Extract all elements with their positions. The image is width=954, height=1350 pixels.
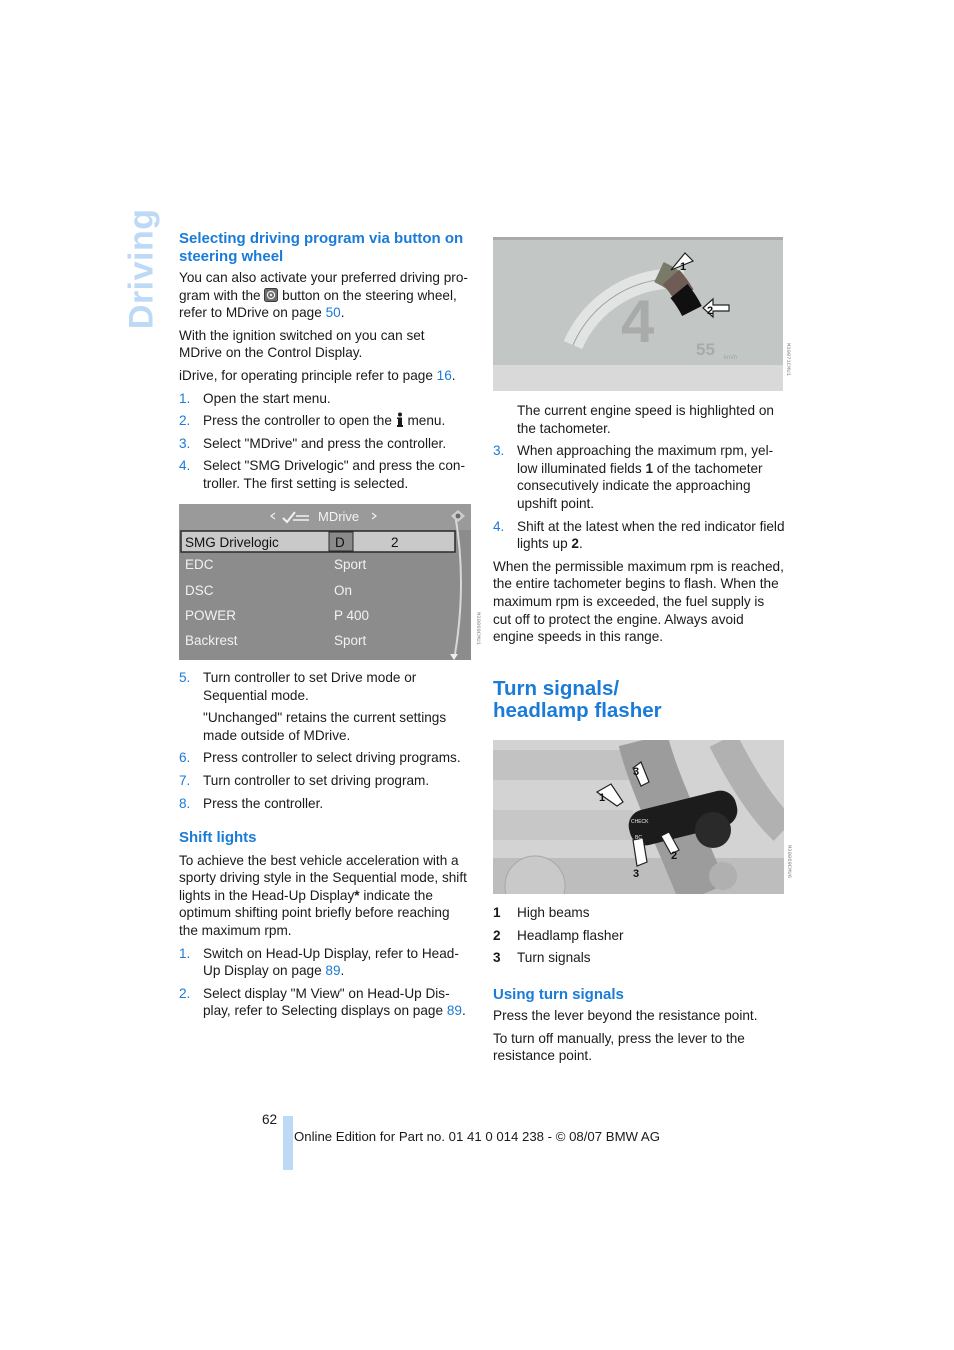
page-link-16[interactable]: 16 bbox=[436, 367, 452, 383]
mdrive-screen-image bbox=[179, 504, 471, 660]
page-link-89[interactable]: 89 bbox=[446, 1003, 462, 1019]
hud-tachometer-image bbox=[493, 237, 783, 391]
lever-callout-1: 1 bbox=[599, 792, 606, 804]
right-column bbox=[493, 402, 785, 722]
info-i-icon bbox=[396, 412, 404, 427]
footer-edition: Online Edition for Part no. 01 41 0 014 238 - © 08/07 BMW AG bbox=[294, 1129, 660, 1144]
hud-speed: 55 bbox=[696, 340, 715, 359]
hud-unit: km/h bbox=[724, 355, 738, 361]
page-link-89[interactable]: 89 bbox=[325, 963, 341, 979]
screen-row-value: Sport bbox=[334, 557, 367, 572]
section-title: Driving bbox=[122, 208, 161, 330]
page-link-50[interactable]: 50 bbox=[325, 305, 341, 321]
para-button-intro: You can also activate your preferred driving pro- gram with the button on the steering wheel, refer to MDrive on page 50. bbox=[179, 270, 468, 321]
list-item: 5. Turn controller to set Drive mode or Sequential mode. bbox=[179, 670, 417, 703]
lever-callout-2: 2 bbox=[671, 850, 678, 862]
image-code: M30069CMU1 bbox=[475, 612, 482, 646]
screen-row-value: On bbox=[334, 583, 353, 598]
list-item-note: The current engine speed is highlighted on the tachometer. bbox=[517, 403, 774, 436]
steps-list-a bbox=[179, 390, 471, 493]
legend-item: 2 Headlamp flasher bbox=[493, 927, 624, 943]
list-item: 7. Turn controller to set driving program. bbox=[179, 772, 430, 788]
footer-bar bbox=[283, 1116, 293, 1170]
heading-turn-signals: Turn signals/ headlamp flasher bbox=[493, 676, 662, 722]
lever-check-label: CHECK bbox=[631, 819, 649, 825]
left-column bbox=[179, 230, 471, 493]
para-ignition: With the ignition switched on you can set MDrive on the Control Display. bbox=[179, 327, 425, 361]
list-item: 2. Press the controller to open the menu. bbox=[179, 413, 446, 429]
lever-callout-3-bottom: 3 bbox=[633, 868, 640, 880]
left-column-b bbox=[179, 669, 471, 1020]
para-using-1: Press the lever beyond the resistance point. bbox=[493, 1008, 758, 1024]
screen-row-value: D bbox=[335, 535, 345, 550]
screen-row-label: SMG Drivelogic bbox=[185, 535, 279, 550]
legend-item: 3 Turn signals bbox=[493, 950, 591, 966]
screen-row-label: EDC bbox=[185, 557, 214, 572]
para-using-2: To turn off manually, press the lever to the resistance point. bbox=[493, 1030, 745, 1064]
list-item: 3. When approaching the maximum rpm, yel-low illuminated fields 1 of the tachometer consecutively indicate the approaching upshift point. bbox=[493, 443, 774, 511]
screen-row-value: Sport bbox=[334, 633, 367, 648]
screen-row-value: P 400 bbox=[334, 608, 370, 623]
hud-callout-2: 2 bbox=[707, 305, 714, 317]
list-item-note: "Unchanged" retains the current settings made outside of MDrive. bbox=[203, 710, 447, 743]
section-tab bbox=[112, 208, 161, 336]
lever-bc-label: BC bbox=[635, 835, 642, 841]
list-item: 2. Select display "M View" on Head-Up Dis-play, refer to Selecting displays on page 89. bbox=[179, 985, 466, 1019]
para-shift-lights: To achieve the best vehicle acceleration with a sporty driving style in the Sequential mode, shift lights in the Head-Up Display* indicate the optimum shifting point briefly before reaching the maximum rpm. bbox=[179, 852, 467, 939]
list-item: 1. Switch on Head-Up Display, refer to Head-Up Display on page 89. bbox=[179, 945, 459, 979]
list-item: 6. Press controller to select driving programs. bbox=[179, 750, 461, 766]
screen-row-label: DSC bbox=[185, 583, 214, 598]
legend-item: 1 High beams bbox=[493, 905, 590, 920]
screen-row-label: POWER bbox=[185, 608, 237, 623]
para-idrive: iDrive, for operating principle refer to page 16. bbox=[179, 367, 456, 383]
lever-callout-3-top: 3 bbox=[633, 766, 640, 778]
hud-gear: 4 bbox=[621, 288, 655, 355]
list-item: 4. Shift at the latest when the red indicator field lights up 2. bbox=[493, 518, 785, 552]
heading-shift-lights: Shift lights bbox=[179, 829, 257, 847]
image-code: M30069CMU6 bbox=[786, 845, 793, 879]
list-item: 4. Select "SMG Drivelogic" and press the con-troller. The first setting is selected. bbox=[179, 458, 465, 491]
hud-callout-1: 1 bbox=[680, 261, 687, 273]
list-item: 3. Select "MDrive" and press the controller. bbox=[179, 435, 447, 451]
list-item: 8. Press the controller. bbox=[179, 795, 324, 811]
para-max-rpm: When the permissible maximum rpm is reached, the entire tachometer begins to flash. When the maximum rpm is exceeded, the fuel supply is cut off to protect the engine. Always avoid engine speeds in this range. bbox=[493, 558, 784, 645]
heading-steering-button: Selecting driving program via button on steering wheel bbox=[179, 230, 464, 265]
turn-signal-lever-image bbox=[493, 740, 784, 894]
heading-using-turn-signals: Using turn signals bbox=[493, 985, 624, 1003]
list-item: 1. Open the start menu. bbox=[179, 390, 331, 406]
image-code: M30071CMU1 bbox=[785, 343, 792, 377]
right-column-b bbox=[493, 904, 785, 1065]
mdrive-button-icon bbox=[264, 288, 278, 302]
screen-row-value2: 2 bbox=[391, 535, 399, 550]
screen-menu-title: MDrive bbox=[318, 509, 360, 524]
page-number: 62 bbox=[262, 1112, 278, 1127]
screen-row-label: Backrest bbox=[185, 633, 238, 648]
